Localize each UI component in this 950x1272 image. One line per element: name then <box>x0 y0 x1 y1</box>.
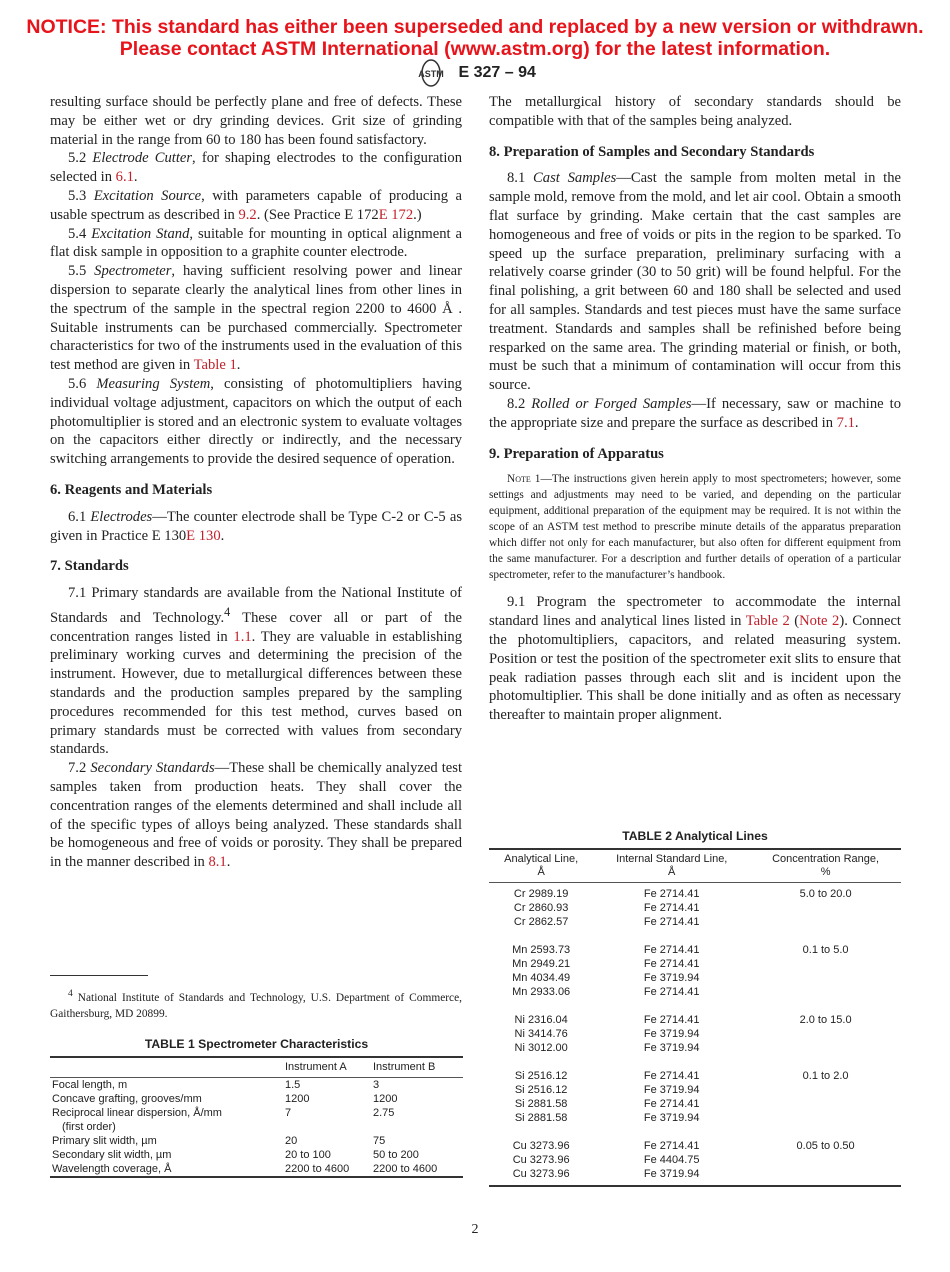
right-column <box>489 93 901 725</box>
text: , suitable for mounting in optical alignment a flat disk sample in opposition to a graphite counter electrode. <box>50 225 462 261</box>
paragraph <box>489 93 901 131</box>
concentration-range <box>750 1111 901 1125</box>
table-cell: 2.75 <box>373 1107 395 1119</box>
table-row <box>50 1134 463 1148</box>
text: 9.1 Program the spectrometer to accommodate the internal standard lines and analytical lines listed in <box>489 594 901 630</box>
cross-reference-link[interactable]: 9.2 <box>238 206 257 223</box>
table-cell: 2200 to 4600 <box>373 1163 438 1175</box>
analytical-line: Si 2881.58 <box>514 1112 568 1124</box>
concentration-range <box>750 1153 901 1167</box>
text: . <box>226 854 231 871</box>
svg-text:ASTM: ASTM <box>418 69 444 79</box>
table-cell: Focal length, m <box>52 1079 128 1091</box>
concentration-range <box>750 1167 901 1181</box>
table-2-title: TABLE 2 Analytical Lines <box>622 829 768 843</box>
table-row <box>489 1097 901 1111</box>
cross-reference-link[interactable]: E 130 <box>186 527 221 544</box>
table-row <box>50 1078 463 1093</box>
text: 8.2 <box>507 395 532 412</box>
standard-designation: E 327 – 94 <box>458 64 536 82</box>
cross-reference-link[interactable]: 1.1 <box>233 628 252 645</box>
text: —Cast the sample from molten metal in the sample mold, remove from the mold, and let air cool. Obtain a smooth flat surface by grinding. Make certain that the cast samples are homogeneous and free of voids or pits in the region to be sparked. To speed up the surface preparation, preliminary surfacing with a relatively coarse grinder (30 to 50 grit) will be found helpful. For the final polishing, a grit between 60 and 180 shall be selected and used for all samples. Standards and test pieces must have the same surface treatment. Standards and samples shall be refinished before being resparked on the same area. The grinding material or finish, or both, must be such that a minimum of contamination will occur from this source. <box>489 170 901 394</box>
table-cell: 50 to 200 <box>373 1149 419 1161</box>
text: , for shaping electrodes to the configuration selected in <box>50 150 462 186</box>
text: 5.2 <box>68 150 93 167</box>
table-row <box>489 901 901 915</box>
table-row <box>50 1162 463 1177</box>
italic-term: Excitation Source <box>93 187 202 204</box>
internal-standard-line: Fe 2714.41 <box>643 944 700 956</box>
internal-standard-line: Fe 3719.94 <box>643 1112 700 1124</box>
footnote-ref: 4 <box>224 604 231 619</box>
text: ( <box>789 613 800 630</box>
analytical-line: Mn 2593.73 <box>512 944 571 956</box>
italic-term: Cast Samples <box>533 170 617 187</box>
cross-reference-link[interactable]: 6.1 <box>115 169 134 186</box>
analytical-line: Mn 2949.21 <box>512 958 571 970</box>
concentration-range <box>750 957 901 971</box>
table-cell: 20 to 100 <box>285 1149 331 1161</box>
paragraph <box>489 395 901 433</box>
text: . (See Practice E 172 <box>256 206 379 223</box>
table-row <box>489 943 901 957</box>
table-cell: 1200 <box>373 1093 398 1105</box>
concentration-range <box>750 901 901 915</box>
analytical-line: Cu 3273.96 <box>512 1168 570 1180</box>
italic-term: Excitation Stand <box>91 225 190 242</box>
internal-standard-line: Fe 3719.94 <box>643 1028 700 1040</box>
table-2 <box>489 829 901 1187</box>
footnote-divider <box>50 975 148 976</box>
internal-standard-line: Fe 2714.41 <box>643 1014 700 1026</box>
internal-standard-line: Fe 4404.75 <box>643 1154 700 1166</box>
concentration-range: 2.0 to 15.0 <box>799 1014 852 1026</box>
table-cell: Secondary slit width, µm <box>52 1149 172 1161</box>
text: , consisting of photomultipliers having individual voltage adjustment, capacitors on which the output of each photomultiplier is stored and an electronic system to evaluate voltages on the capacitors either directly or indirectly, and the necessary switching arrangements to provide the desired sequence of operation. <box>50 375 462 468</box>
paragraph <box>50 225 462 263</box>
footnote <box>50 986 462 1022</box>
group-spacer <box>489 929 901 943</box>
cross-reference-link[interactable]: Note 2 <box>799 613 840 630</box>
paragraph <box>50 759 462 872</box>
table-row <box>489 887 901 901</box>
table-2-header: Internal Standard Line, Å <box>593 849 750 883</box>
section-heading <box>489 143 901 162</box>
internal-standard-line: Fe 3719.94 <box>643 1084 700 1096</box>
table-1-header: Instrument A <box>285 1057 373 1078</box>
table-1 <box>50 1037 463 1178</box>
italic-term: Electrodes <box>90 508 153 525</box>
table-row <box>489 1027 901 1041</box>
text: 7.2 <box>68 760 91 777</box>
table-1-header: Instrument B <box>373 1057 463 1078</box>
text: The metallurgical history of secondary standards should be compatible with that of the samples being analyzed. <box>489 94 901 129</box>
paragraph <box>50 187 462 225</box>
text: —These shall be chemically analyzed test samples taken from production heats. They shall cover the concentration ranges of the elements determined and shall include all of the specific types of alloys being analyzed. These standards shall be homogeneous and free of voids or porosity. They shall be prepared in the manner described in <box>50 760 462 871</box>
paragraph <box>489 593 901 725</box>
table-cell: 1.5 <box>285 1079 301 1091</box>
paragraph <box>50 508 462 546</box>
group-spacer <box>489 999 901 1013</box>
concentration-range: 0.05 to 0.50 <box>796 1140 855 1152</box>
analytical-line: Ni 3012.00 <box>514 1042 568 1054</box>
analytical-line: Mn 2933.06 <box>512 986 571 998</box>
analytical-line: Cu 3273.96 <box>512 1140 570 1152</box>
table-cell: 3 <box>373 1079 380 1091</box>
table-cell: Concave grafting, grooves/mm <box>52 1093 202 1105</box>
analytical-line: Si 2881.58 <box>514 1098 568 1110</box>
section-heading <box>489 445 901 464</box>
footnote-text: National Institute of Standards and Technology, U.S. Department of Commerce, Gaithersburg, MD 20899. <box>50 991 462 1020</box>
table-row <box>489 915 901 929</box>
table-cell: 1200 <box>285 1093 310 1105</box>
internal-standard-line: Fe 3719.94 <box>643 1168 700 1180</box>
text: —The instructions given herein apply to most spectrometers; however, some settings and adjustments may need to be varied, and depending on the particular equipment, additional preparation of the equipment may be required. It is not within the scope of an ASTM test method to prescribe minute details of the apparatus preparation which differ not only for each manufacturer, but also often for different equipment from the same manufacturer. For a description and further details of operation of a particular spectrometer, refer to the manufacturer’s handbook. <box>489 473 901 582</box>
concentration-range: 5.0 to 20.0 <box>799 888 852 900</box>
table-row <box>489 1041 901 1055</box>
table-cell: 75 <box>373 1135 386 1147</box>
table-cell <box>373 1120 463 1134</box>
table-row <box>50 1106 463 1120</box>
concentration-range <box>750 1097 901 1111</box>
italic-term: Secondary Standards <box>90 760 215 777</box>
italic-term: Spectrometer <box>94 263 172 280</box>
internal-standard-line: Fe 2714.41 <box>643 1140 700 1152</box>
text: 8.1 <box>507 170 534 187</box>
text: 5.6 <box>68 375 97 392</box>
astm-logo-icon <box>414 58 448 88</box>
table-1-title: TABLE 1 Spectrometer Characteristics <box>144 1037 369 1051</box>
text: . <box>133 169 138 186</box>
table-cell: (first order) <box>62 1121 116 1133</box>
text: 6.1 <box>68 508 91 525</box>
text: , with parameters capable of producing a usable spectrum as described in <box>50 187 462 223</box>
cross-reference-link[interactable]: 7.1 <box>836 414 855 431</box>
page-header <box>0 58 950 88</box>
text: .) <box>413 206 422 223</box>
group-spacer <box>489 1055 901 1069</box>
table-cell: Reciprocal linear dispersion, Å/mm <box>52 1107 222 1119</box>
analytical-line: Cr 2989.19 <box>513 888 569 900</box>
table-row <box>489 1083 901 1097</box>
text: 7.1 Primary standards are available from the National Institute of Standards and Technology. <box>50 585 462 626</box>
text: 5.3 <box>68 187 94 204</box>
text: 6. Reagents and Materials <box>50 481 213 498</box>
paragraph <box>50 375 462 469</box>
text: ). Connect the photomultipliers, capacitors, and related measuring system. Position or test the position of the spectrometer exit slits to ensure that peak radiation passes through each slit and is incident upon the photomultiplier. This shall be done initially and as often as necessary thereafter to maintain proper alignment. <box>489 613 901 724</box>
concentration-range <box>750 1083 901 1097</box>
paragraph <box>50 93 462 149</box>
table-cell: 2200 to 4600 <box>285 1163 350 1175</box>
table-row <box>489 1153 901 1167</box>
note-paragraph <box>489 471 901 583</box>
paragraph <box>489 169 901 395</box>
table-1-header <box>50 1057 285 1078</box>
cross-reference-link[interactable]: Table 2 <box>745 613 790 630</box>
cross-reference-link[interactable]: Table 1 <box>193 357 237 374</box>
internal-standard-line: Fe 2714.41 <box>643 1098 700 1110</box>
table-cell: 20 <box>285 1135 298 1147</box>
table-2-header: Concentration Range, % <box>750 849 901 883</box>
text: 5.4 <box>68 225 92 242</box>
text: , having sufficient resolving power and linear dispersion to separate clearly the analytical lines from other lines in the spectrum of the sample in the spectral region 2200 to 4600 Å . Suitable instruments can be purchased commercially. Spectrometer characteristics for two of the instruments used in the evaluation of this test method are given in <box>50 263 463 374</box>
concentration-range: 0.1 to 5.0 <box>802 944 849 956</box>
text: . <box>854 414 859 431</box>
analytical-line: Ni 3414.76 <box>514 1028 568 1040</box>
analytical-line: Si 2516.12 <box>514 1070 568 1082</box>
left-column <box>50 93 462 872</box>
table-row <box>50 1148 463 1162</box>
internal-standard-line: Fe 2714.41 <box>643 986 700 998</box>
internal-standard-line: Fe 3719.94 <box>643 1042 700 1054</box>
table-2-header: Analytical Line, Å <box>489 849 593 883</box>
concentration-range: 0.1 to 2.0 <box>802 1070 849 1082</box>
group-spacer <box>489 1125 901 1139</box>
text: These cover all or part of the concentration ranges listed in <box>50 609 462 645</box>
italic-term: Electrode Cutter <box>92 150 193 167</box>
internal-standard-line: Fe 2714.41 <box>643 916 700 928</box>
text: . <box>220 527 225 544</box>
table-row <box>489 971 901 985</box>
cross-reference-link[interactable]: E 172 <box>378 206 414 223</box>
text: —The counter electrode shall be Type C-2 or C-5 as given in Practice E 130 <box>50 508 462 544</box>
table-row <box>489 1139 901 1153</box>
section-heading <box>50 557 462 576</box>
note-label: Note 1 <box>507 473 541 486</box>
table-cell: 7 <box>285 1107 292 1119</box>
internal-standard-line: Fe 3719.94 <box>643 972 700 984</box>
table-row <box>489 1069 901 1083</box>
text: 8. Preparation of Samples and Secondary Standards <box>489 143 815 160</box>
table-cell: Primary slit width, µm <box>52 1135 157 1147</box>
paragraph <box>50 262 462 375</box>
table-row <box>489 1013 901 1027</box>
notice-line-2: Please contact ASTM International (www.astm.org) for the latest information. <box>119 38 831 60</box>
table-row <box>489 1167 901 1181</box>
concentration-range <box>750 985 901 999</box>
table-row <box>489 957 901 971</box>
concentration-range <box>750 1041 901 1055</box>
page-number: 2 <box>471 1222 479 1237</box>
internal-standard-line: Fe 2714.41 <box>643 902 700 914</box>
analytical-line: Si 2516.12 <box>514 1084 568 1096</box>
internal-standard-line: Fe 2714.41 <box>643 958 700 970</box>
text: 9. Preparation of Apparatus <box>489 445 664 462</box>
italic-term: Measuring System <box>96 375 211 392</box>
table-row <box>489 985 901 999</box>
italic-term: Rolled or Forged Samples <box>531 395 692 412</box>
section-heading <box>50 481 462 500</box>
table-row <box>489 1111 901 1125</box>
concentration-range <box>750 1027 901 1041</box>
notice-line-1: NOTICE: This standard has either been superseded and replaced by a new version or withdrawn. <box>26 16 924 38</box>
internal-standard-line: Fe 2714.41 <box>643 888 700 900</box>
table-row <box>50 1092 463 1106</box>
text: resulting surface should be perfectly plane and free of defects. These may be either wet or dry grinding devices. Grit size of grinding material in the range from 60 to 180 has been found satisfactory. <box>50 94 462 148</box>
concentration-range <box>750 915 901 929</box>
footnote-mark: 4 <box>68 989 73 999</box>
analytical-line: Ni 2316.04 <box>514 1014 568 1026</box>
text: . <box>236 357 241 374</box>
cross-reference-link[interactable]: 8.1 <box>208 854 227 871</box>
text: —If necessary, saw or machine to the appropriate size and prepare the surface as described in <box>489 395 902 431</box>
table-cell <box>285 1120 373 1134</box>
analytical-line: Cu 3273.96 <box>512 1154 570 1166</box>
text: 7. Standards <box>50 558 129 575</box>
analytical-line: Cr 2860.93 <box>513 902 569 914</box>
text: . They are valuable in establishing preliminary working curves and determining the precision of the instrument. However, due to metallurgical differences between these standards and the production samples prepared by the sampling procedures recommended for this test method, curves based on primary standards must be corrected with values from secondary standards. <box>50 628 462 758</box>
paragraph <box>50 149 462 187</box>
paragraph <box>50 584 462 759</box>
internal-standard-line: Fe 2714.41 <box>643 1070 700 1082</box>
analytical-line: Cr 2862.57 <box>513 916 569 928</box>
text: 5.5 <box>68 263 95 280</box>
concentration-range <box>750 971 901 985</box>
withdrawal-notice <box>0 16 950 60</box>
table-cell: Wavelength coverage, Å <box>52 1163 172 1175</box>
table-row <box>50 1120 463 1134</box>
analytical-line: Mn 4034.49 <box>512 972 571 984</box>
